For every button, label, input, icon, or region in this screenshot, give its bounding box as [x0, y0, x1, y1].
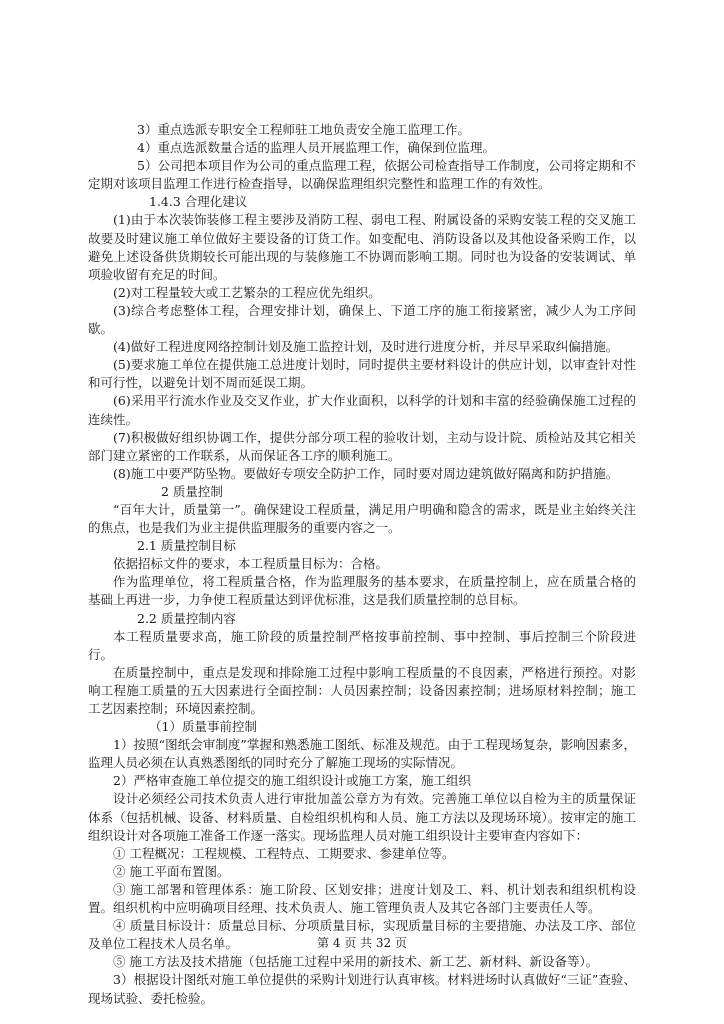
paragraph: 5）公司把本项目作为公司的重点监理工程，依据公司检查指导工作制度，公司将定期和不定期对该项目监理工作进行检查指导，以确保监理组织完整性和监理工作的有效性。	[88, 158, 636, 192]
section-heading: 2.1 质量控制目标	[137, 538, 236, 554]
paragraph: 1）按照“图纸会审制度”掌握和熟悉施工图纸、标准及规范。由于工程现场复杂，影响因素多，监理人员必须在认真熟悉图纸的同时充分了解施工现场的实际情况。	[88, 737, 636, 771]
section-heading: 1.4.3 合理化建议	[149, 194, 248, 210]
paragraph: “百年大计，质量第一”。确保建设工程质量，满足用户明确和隐含的需求，既是业主始终关注的焦点，也是我们为业主提供监理服务的重要内容之一。	[88, 501, 636, 536]
section-heading: 2.2 质量控制内容	[137, 610, 236, 626]
paragraph: 依据招标文件的要求，本工程质量目标为：合格。	[113, 556, 389, 572]
list-item: ① 工程概况：工程规模、工程特点、工期要求、参建单位等。	[113, 845, 455, 861]
list-item: ② 施工平面布置图。	[113, 863, 230, 879]
paragraph: (8)施工中要严防坠物。要做好专项安全防护工作，同时要对周边建筑做好隔离和防护措施。	[113, 465, 619, 481]
paragraph: 3）根据设计图纸对施工单位提供的采购计划进行认真审核。材料进场时认真做好“三证”查验、现场试验、委托检验。	[88, 972, 636, 1006]
paragraph: 本工程质量要求高，施工阶段的质量控制严格按事前控制、事中控制、事后控制三个阶段进行。	[88, 628, 636, 662]
section-heading: 2 质量控制	[161, 483, 223, 499]
paragraph: 2）严格审查施工单位提交的施工组织设计或施工方案，施工组织	[113, 773, 471, 789]
paragraph: 在质量控制中，重点是发现和排除施工过程中影响工程质量的不良因素，严格进行预控。对影响工程施工质量的五大因素进行全面控制：人员因素控制；设备因素控制；进场原材料控制；施工工艺因素控制；环境因素控制。	[88, 664, 636, 716]
paragraph: (5)要求施工单位在提供施工总进度计划时，同时提供主要材料设计的供应计划，以审查针对性和可行性，以避免计划不周而延误工期。	[88, 357, 636, 391]
document-body	[88, 121, 636, 1008]
paragraph: (7)积极做好组织协调工作，提供分部分项工程的验收计划，主动与设计院、质检站及其它相关部门建立紧密的工作联系，从而保证各工序的顺利施工。	[88, 429, 636, 463]
list-item: ④ 质量目标设计：质量总目标、分项质量目标，实现质量目标的主要措施、办法及工序、部位及单位工程技术人员名单。	[88, 918, 636, 952]
paragraph: (3)综合考虑整体工程，合理安排计划，确保上、下道工序的施工衔接紧密，减少人为工序间歇。	[88, 302, 636, 337]
paragraph: 作为监理单位，将工程质量合格，作为监理服务的基本要求，在质量控制上，应在质量合格的基础上再进一步，力争使工程质量达到评优标准，这是我们质量控制的总目标。	[88, 574, 636, 608]
paragraph: (2)对工程量较大或工艺繁杂的工程应优先组织。	[113, 284, 381, 300]
paragraph: (4)做好工程进度网络控制计划及施工监控计划，及时进行进度分析，并尽早采取纠偏措施。	[113, 339, 619, 355]
paragraph: 设计必须经公司技术负责人进行审批加盖公章方为有效。完善施工单位以自检为主的质量保证体系（包括机械、设备、材料质量、自检组织机构和人员、施工方法以及现场环境）。按审定的施工组织设计对各项施工准备工作逐一落实。现场监理人员对施工组织设计主要审查内容如下：	[88, 791, 636, 843]
list-item: ⑤ 施工方法及技术措施（包括施工过程中采用的新技术、新工艺、新材料、新设备等）。	[113, 954, 599, 970]
paragraph: (6)采用平行流水作业及交叉作业，扩大作业面积，以科学的计划和丰富的经验确保施工过程的连续性。	[88, 393, 636, 427]
paragraph: 4）重点选派数量合适的监理人员开展监理工作，确保到位监理。	[137, 140, 495, 156]
paragraph: (1)由于本次装饰装修工程主要涉及消防工程、弱电工程、附属设备的采购安装工程的交叉施工故要及时建议施工单位做好主要设备的订货工作。如变配电、消防设备以及其他设备采购工作，以避免上述设备供货期较长可能出现的与装修施工不协调而影响工期。同时也为设备的安装调试、单项验收留有充足的时间。	[88, 212, 636, 282]
section-heading: （1）质量事前控制	[149, 719, 257, 735]
paragraph: 3）重点选派专职安全工程师驻工地负责安全施工监理工作。	[137, 122, 470, 137]
page-number: 第 4 页 共 32 页	[317, 936, 407, 950]
list-item: ③ 施工部署和管理体系：施工阶段、区划安排；进度计划及工、料、机计划表和组织机构设置。组织机构中应明确项目经理、技术负责人、施工管理负责人及其它各部门主要责任人等。	[88, 881, 636, 916]
